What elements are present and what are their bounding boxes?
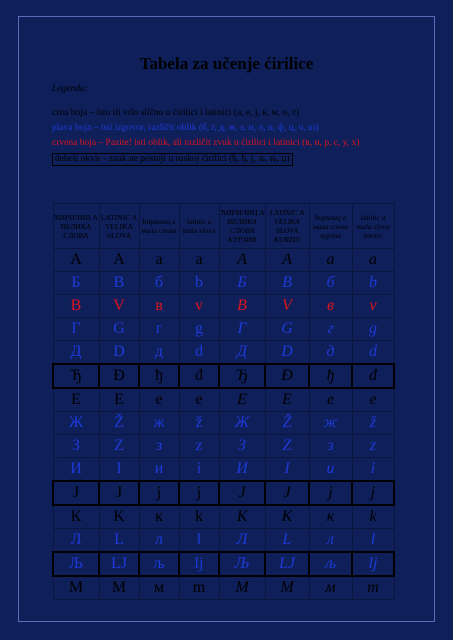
letter-cell: И <box>219 458 265 482</box>
letter-cell: D <box>99 341 139 365</box>
letter-cell: I <box>99 458 139 482</box>
column-header: ЋИРИЛИЦ А ВЕЛИКА СЛОВА <box>53 204 99 249</box>
table-row <box>53 505 394 529</box>
letter-cell: Б <box>53 272 99 295</box>
letter-cell: a <box>179 249 219 272</box>
letter-cell: b <box>352 272 394 295</box>
table-row <box>53 576 394 600</box>
letter-cell: K <box>265 505 309 529</box>
legend-item-text: crna boja – isto ili vrlo slično u ćirilici i latinici (a, e, j, к, м, o, т) <box>52 108 300 118</box>
letter-cell: đ <box>179 364 219 388</box>
letter-cell: а <box>139 249 179 272</box>
letter-cell: б <box>139 272 179 295</box>
letter-cell: k <box>179 505 219 529</box>
letter-cell: b <box>179 272 219 295</box>
letter-cell: б <box>309 272 352 295</box>
letter-cell: J <box>99 481 139 505</box>
column-header: latinic a mala slova kurziv <box>352 204 394 249</box>
letter-cell: к <box>139 505 179 529</box>
column-header: latinic a mala slova <box>179 204 219 249</box>
letter-cell: a <box>352 249 394 272</box>
legend-item <box>52 123 372 134</box>
letter-cell: д <box>309 341 352 365</box>
letter-cell: j <box>179 481 219 505</box>
table-row <box>53 458 394 482</box>
letter-cell: Ž <box>99 412 139 435</box>
legend-item-text: debeli okvir - znak ne postoji u ruskoj ćirilici (ђ, ђ, j, љ, њ, џ) <box>52 153 293 166</box>
letter-cell: ђ <box>139 364 179 388</box>
letter-cell: d <box>179 341 219 365</box>
letter-cell: з <box>139 435 179 458</box>
legend-label: Legenda: <box>52 84 88 94</box>
letter-cell: Л <box>219 529 265 553</box>
letter-cell: г <box>309 318 352 341</box>
letter-cell: l <box>179 529 219 553</box>
legend-item <box>52 108 372 119</box>
column-header: ћирилиц а мала слова <box>139 204 179 249</box>
letter-cell: A <box>99 249 139 272</box>
letter-cell: Ј <box>219 481 265 505</box>
letter-cell: Đ <box>265 364 309 388</box>
legend-item <box>52 138 372 149</box>
column-header: LATINIC A VELIKA SLOVA KURZIV <box>265 204 309 249</box>
letter-cell: V <box>265 295 309 318</box>
letter-cell: D <box>265 341 309 365</box>
letter-cell: Е <box>219 388 265 412</box>
table-row <box>53 412 394 435</box>
column-header: LATINIC A VELIKA SLOVA <box>99 204 139 249</box>
letter-cell: E <box>99 388 139 412</box>
letter-cell: Ђ <box>219 364 265 388</box>
table-row <box>53 529 394 553</box>
letter-cell: Б <box>219 272 265 295</box>
letter-cell: L <box>99 529 139 553</box>
letter-cell: đ <box>352 364 394 388</box>
letter-cell: M <box>99 576 139 600</box>
letter-cell: г <box>139 318 179 341</box>
legend-item-text: crvena boja – Pazite! isti oblik, ali različit zvuk u ćirilici i latinici (в, н, p, c, y, x) <box>52 138 360 148</box>
letter-cell: J <box>265 481 309 505</box>
alphabet-table <box>52 203 395 600</box>
letter-cell: Ž <box>265 412 309 435</box>
letter-cell: к <box>309 505 352 529</box>
letter-cell: K <box>99 505 139 529</box>
letter-cell: л <box>139 529 179 553</box>
letter-cell: м <box>139 576 179 600</box>
letter-cell: z <box>352 435 394 458</box>
table-row <box>53 249 394 272</box>
letter-cell: Z <box>99 435 139 458</box>
letter-cell: М <box>53 576 99 600</box>
letter-cell: E <box>265 388 309 412</box>
table-row <box>53 388 394 412</box>
table-row <box>53 318 394 341</box>
letter-cell: m <box>352 576 394 600</box>
letter-cell: д <box>139 341 179 365</box>
table-row <box>53 272 394 295</box>
letter-cell: B <box>99 272 139 295</box>
letter-cell: К <box>219 505 265 529</box>
letter-cell: ž <box>179 412 219 435</box>
letter-cell: Д <box>53 341 99 365</box>
column-header: ЋИРИЛИЦ А ВЕЛИКА СЛОВА КУРЗИВ <box>219 204 265 249</box>
letter-cell: Г <box>53 318 99 341</box>
letter-cell: g <box>179 318 219 341</box>
letter-cell: A <box>265 249 309 272</box>
letter-cell: Ж <box>53 412 99 435</box>
letter-cell: l <box>352 529 394 553</box>
letter-cell: i <box>352 458 394 482</box>
letter-cell: B <box>265 272 309 295</box>
letter-cell: М <box>219 576 265 600</box>
letter-cell: k <box>352 505 394 529</box>
letter-cell: И <box>53 458 99 482</box>
letter-cell: m <box>179 576 219 600</box>
table-row <box>53 481 394 505</box>
letter-cell: ј <box>309 481 352 505</box>
letter-cell: в <box>309 295 352 318</box>
letter-cell: Г <box>219 318 265 341</box>
letter-cell: ж <box>309 412 352 435</box>
letter-cell: З <box>53 435 99 458</box>
letter-cell: ž <box>352 412 394 435</box>
letter-cell: е <box>139 388 179 412</box>
letter-cell: Д <box>219 341 265 365</box>
letter-cell: z <box>179 435 219 458</box>
letter-cell: в <box>139 295 179 318</box>
letter-cell: а <box>309 249 352 272</box>
letter-cell: л <box>309 529 352 553</box>
letter-cell: e <box>352 388 394 412</box>
table-header-row <box>53 204 394 249</box>
letter-cell: Л <box>53 529 99 553</box>
letter-cell: Е <box>53 388 99 412</box>
letter-cell: и <box>139 458 179 482</box>
letter-cell: е <box>309 388 352 412</box>
letter-cell: Ј <box>53 481 99 505</box>
letter-cell: Љ <box>53 552 99 576</box>
legend-item-text: plava boja – isti izgovor, različit oblik (б, г, д, ж, з, и, л, п, ф, ц, ч, ш) <box>52 123 319 133</box>
letter-cell: i <box>179 458 219 482</box>
letter-cell: ј <box>139 481 179 505</box>
legend-item <box>52 153 372 166</box>
legend <box>52 108 372 170</box>
letter-cell: G <box>265 318 309 341</box>
table-row <box>53 552 394 576</box>
letter-cell: Đ <box>99 364 139 388</box>
table-row <box>53 435 394 458</box>
letter-cell: LJ <box>99 552 139 576</box>
letter-cell: А <box>219 249 265 272</box>
letter-cell: м <box>309 576 352 600</box>
letter-cell: e <box>179 388 219 412</box>
letter-cell: з <box>309 435 352 458</box>
letter-cell: j <box>352 481 394 505</box>
letter-cell: љ <box>139 552 179 576</box>
letter-cell: v <box>352 295 394 318</box>
letter-cell: В <box>53 295 99 318</box>
letter-cell: К <box>53 505 99 529</box>
letter-cell: G <box>99 318 139 341</box>
letter-cell: А <box>53 249 99 272</box>
table-row <box>53 295 394 318</box>
letter-cell: v <box>179 295 219 318</box>
page-title: Tabela za učenje ćirilice <box>139 54 314 73</box>
letter-cell: Z <box>265 435 309 458</box>
letter-cell: M <box>265 576 309 600</box>
letter-cell: g <box>352 318 394 341</box>
letter-cell: lj <box>352 552 394 576</box>
table-row <box>53 341 394 365</box>
letter-cell: LJ <box>265 552 309 576</box>
letter-cell: d <box>352 341 394 365</box>
letter-cell: и <box>309 458 352 482</box>
letter-cell: I <box>265 458 309 482</box>
letter-cell: lj <box>179 552 219 576</box>
letter-cell: Ж <box>219 412 265 435</box>
letter-cell: В <box>219 295 265 318</box>
letter-cell: љ <box>309 552 352 576</box>
letter-cell: L <box>265 529 309 553</box>
letter-cell: V <box>99 295 139 318</box>
letter-cell: ђ <box>309 364 352 388</box>
letter-cell: Љ <box>219 552 265 576</box>
letter-cell: З <box>219 435 265 458</box>
letter-cell: Ђ <box>53 364 99 388</box>
table-row <box>53 364 394 388</box>
letter-cell: ж <box>139 412 179 435</box>
column-header: ћирилиц а мала слова курзив <box>309 204 352 249</box>
